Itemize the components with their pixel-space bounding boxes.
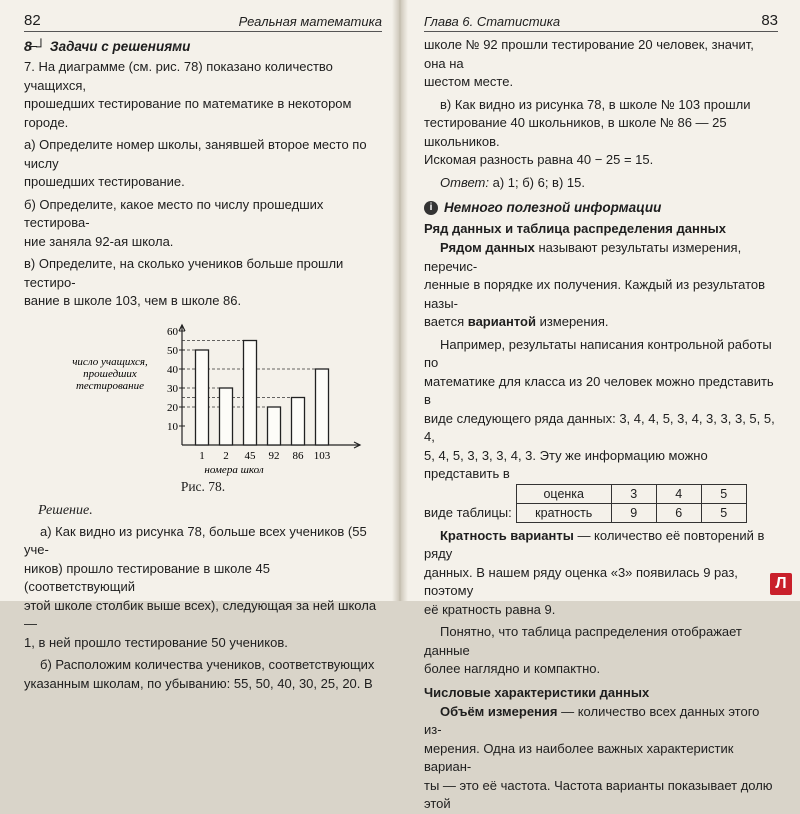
y-tick-label: 10: [167, 420, 178, 433]
solution-a-line: этой школе столбик выше всех), следующая за ней школа —: [24, 597, 377, 631]
solution-c-line: тестирование 40 школьников, в школе № 86 — 25 школьников.: [424, 115, 727, 149]
y-tick-label: 60: [167, 325, 178, 338]
solution-b-line: б) Расположим количества учеников, соответствующих: [40, 657, 375, 672]
right-page-header: [424, 10, 778, 32]
continued-line: школе № 92 прошли тестирование 20 человек, значит, она на: [424, 37, 754, 71]
info-icon: i: [424, 201, 438, 215]
volume-line: мерения. Одна из наиболее важных характеристик вариан-: [424, 740, 734, 774]
definition-series-line: ленные в порядке их получения. Каждый из результатов назы-: [424, 277, 766, 311]
term-variant: вариантой: [467, 314, 536, 329]
section-title: [24, 38, 382, 54]
info-title-text: Немного полезной информации: [444, 200, 662, 215]
question-c: в) Определите, на сколько учеников больше прошли тестиро-: [24, 256, 344, 290]
solution-label: Решение.: [38, 502, 93, 518]
continued-line: шестом месте.: [424, 74, 514, 89]
table-prefix: виде таблицы:: [424, 505, 512, 520]
left-page-number: 82: [24, 12, 41, 29]
x-tick-label: 86: [292, 449, 304, 462]
x-tick-label: 92: [268, 449, 280, 462]
right-page: [402, 0, 800, 811]
y-axis-label: прошедших: [83, 367, 137, 380]
figure-caption: Рис. 78.: [180, 478, 226, 494]
y-tick-label: 20: [167, 401, 178, 414]
distribution-table: [516, 484, 747, 523]
x-axis-label: номера школ: [204, 463, 264, 476]
question-a: прошедших тестирование.: [24, 174, 185, 189]
example-line: виде следующего ряда данных: 3, 4, 4, 5, 3, 4, 3, 3, 3, 5, 5, 4,: [424, 410, 775, 444]
summary-line: более наглядно и компактно.: [424, 661, 601, 676]
solution-a-line: 1, в ней прошло тестирование 50 учеников.: [24, 634, 288, 650]
solution-a-line: а) Как видно из рисунка 78, больше всех учеников (55 уче-: [24, 523, 367, 557]
figure-78: [24, 317, 382, 477]
solution-c-line: в) Как видно из рисунка 78, в школе № 103 прошли: [440, 96, 751, 112]
left-page: [0, 0, 398, 691]
question-a: а) Определите номер школы, занявшей второе место по числу: [24, 137, 367, 171]
x-tick-label: 103: [313, 449, 331, 462]
example-line: математике для класса из 20 человек можно представить в: [424, 373, 774, 407]
table-row: [516, 503, 746, 522]
summary-line: Понятно, что таблица распределения отображает данные: [424, 624, 742, 658]
question-b: б) Определите, какое место по числу прошедших тестирова-: [24, 196, 324, 230]
table-cell: 5: [701, 503, 746, 522]
bar: [268, 407, 281, 445]
problem-line: прошедших тестирование по математике в некотором городе.: [24, 96, 352, 130]
y-tick-label: 50: [167, 344, 178, 357]
example-line: Например, результаты написания контрольной работы по: [424, 336, 772, 370]
question-b: ние заняла 92-ая школа.: [24, 233, 174, 249]
y-tick-label: 40: [167, 363, 178, 376]
y-axis-label: число учащихся,: [72, 355, 148, 368]
table-cell: оценка: [516, 484, 611, 503]
answer: [424, 174, 778, 193]
solution-b-line: указанным школам, по убыванию: 55, 50, 40, 30, 25, 20. В: [24, 675, 373, 691]
term-series: Рядом данных: [440, 240, 535, 255]
term-multiplicity: Кратность варианты: [440, 527, 574, 543]
bar: [220, 388, 233, 445]
y-tick-label: 30: [167, 382, 178, 395]
right-page-number: 83: [761, 12, 778, 29]
y-axis-label: тестирование: [75, 379, 145, 392]
volume-line: ты — это её частота. Частота варианты показывает долю этой: [424, 777, 773, 811]
table-cell: 3: [611, 484, 656, 503]
table-cell: 6: [656, 503, 701, 522]
bar: [316, 369, 329, 445]
left-running-title: Реальная математика: [238, 14, 382, 29]
right-running-title: Глава 6. Статистика: [424, 14, 561, 29]
bar: [196, 350, 209, 445]
x-tick-label: 1: [199, 449, 205, 462]
definition-series: Рядом данных называют результаты измерения, перечис-: [424, 240, 742, 274]
subtitle-numeric: Числовые характеристики данных: [424, 684, 650, 700]
x-tick-label: 45: [244, 449, 256, 462]
subtitle-data-series: Ряд данных и таблица распределения данных: [424, 221, 727, 236]
key-icon: 8⌐┘: [24, 38, 44, 54]
question-c: вание в школе 103, чем в школе 86.: [24, 293, 242, 308]
multiplicity-line: её кратность равна 9.: [424, 601, 556, 617]
table-cell: кратность: [516, 503, 611, 522]
table-cell: 5: [701, 484, 746, 503]
solution-a-line: ников) прошло тестирование в школе 45 (соответствующий: [24, 560, 270, 594]
answer-label: Ответ:: [440, 174, 489, 190]
section-title-text: Задачи с решениями: [49, 38, 191, 54]
problem-line: 7. На диаграмме (см. рис. 78) показано количество учащихся,: [24, 59, 333, 93]
distribution-row: [424, 484, 778, 523]
x-tick-label: 2: [223, 449, 229, 462]
solution-c-line: Искомая разность равна 40 − 25 = 15.: [424, 152, 654, 167]
left-page-header: [24, 10, 382, 32]
bar: [244, 340, 257, 445]
term-volume: Объём измерения: [440, 703, 558, 719]
definition-multiplicity: Кратность варианты — количество её повторений в ряду: [424, 527, 765, 561]
info-section-title: [424, 200, 778, 215]
answer-text: а) 1; б) 6; в) 15.: [492, 174, 585, 190]
multiplicity-line: данных. В нашем ряду оценка «3» появилась 9 раз, поэтому: [424, 564, 738, 598]
table-cell: 4: [656, 484, 701, 503]
example-line: 5, 4, 5, 3, 3, 3, 4, 3. Эту же информацию можно представить в: [424, 447, 708, 481]
definition-series-line: вается вариантой измерения.: [424, 314, 609, 329]
table-row: [516, 484, 746, 503]
definition-volume: Объём измерения — количество всех данных этого из-: [424, 703, 760, 737]
bar-chart: [24, 317, 382, 477]
publisher-logo: Л: [770, 573, 792, 595]
bar: [292, 397, 305, 445]
table-cell: 9: [611, 503, 656, 522]
